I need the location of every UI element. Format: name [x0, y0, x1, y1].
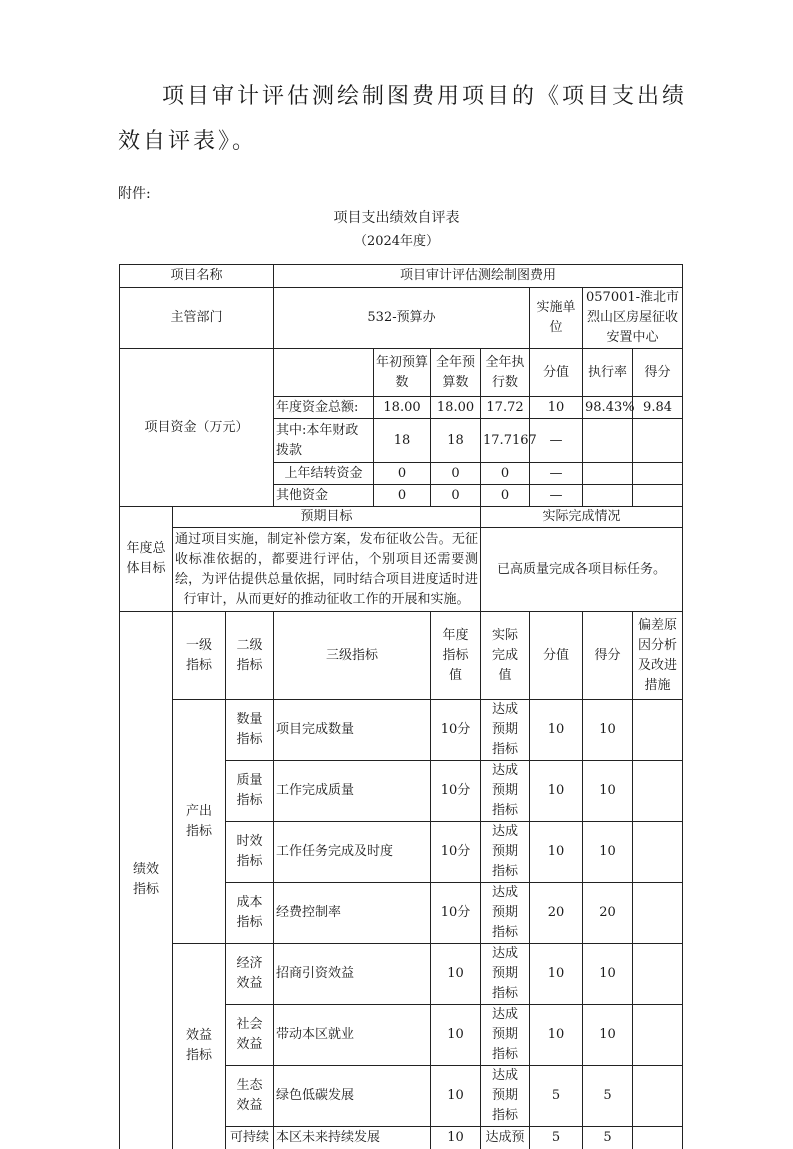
funds-header-rate: 执行率	[583, 349, 633, 397]
indicator-level3: 项目完成数量	[274, 700, 431, 761]
funds-header-blank	[274, 349, 374, 397]
indicator-deviation	[633, 944, 683, 1005]
indicators-header-level3: 三级指标	[274, 612, 431, 700]
indicator-level2: 质量指标	[226, 761, 274, 822]
indicator-level2: 经济效益	[226, 944, 274, 1005]
funds-header-executed: 全年执行数	[481, 349, 530, 397]
funds-executed: 17.7167	[481, 419, 530, 463]
indicator-level3: 本区未来持续发展	[274, 1127, 431, 1149]
indicator-level3: 经费控制率	[274, 883, 431, 944]
form-subtitle: （2024年度）	[353, 234, 440, 249]
indicator-row	[120, 944, 683, 1005]
indicator-level2: 可持续	[226, 1127, 274, 1149]
indicator-score: 5	[583, 1066, 633, 1127]
funds-row-label: 其他资金	[274, 485, 374, 507]
indicators-header-deviation: 偏差原因分析及改进措施	[633, 612, 683, 700]
indicator-level2: 社会效益	[226, 1005, 274, 1066]
indicator-score-value: 5	[530, 1127, 583, 1149]
indicator-level3: 带动本区就业	[274, 1005, 431, 1066]
funds-rate	[583, 485, 633, 507]
indicator-actual: 达成预期指标	[481, 822, 530, 883]
indicator-score-value: 10	[530, 761, 583, 822]
indicator-score: 10	[583, 761, 633, 822]
indicator-actual: 达成预期指标	[481, 1066, 530, 1127]
indicators-header-actual: 实际完成值	[481, 612, 530, 700]
indicator-target: 10分	[431, 822, 481, 883]
funds-score	[633, 419, 683, 463]
goals-label: 年度总体目标	[120, 507, 173, 612]
indicator-target: 10	[431, 1066, 481, 1127]
indicator-row	[120, 700, 683, 761]
goals-actual-text: 已高质量完成各项目标任务。	[481, 528, 683, 612]
indicator-level2: 数量指标	[226, 700, 274, 761]
funds-rate	[583, 419, 633, 463]
indicator-score-value: 5	[530, 1066, 583, 1127]
goals-expected-header: 预期目标	[173, 507, 481, 528]
funds-header-annual: 全年预算数	[431, 349, 481, 397]
funds-row-label: 上年结转资金	[274, 463, 374, 485]
indicator-score-value: 10	[530, 1005, 583, 1066]
funds-rate: 98.43%	[583, 397, 633, 419]
indicator-score: 10	[583, 822, 633, 883]
funds-rate	[583, 463, 633, 485]
attachment-label: 附件:	[118, 186, 151, 202]
indicator-score: 20	[583, 883, 633, 944]
indicator-target: 10	[431, 1005, 481, 1066]
indicator-actual: 达成预期指标	[481, 761, 530, 822]
indicators-header-score: 得分	[583, 612, 633, 700]
indicator-level2: 生态效益	[226, 1066, 274, 1127]
funds-annual: 18.00	[431, 397, 481, 419]
dept-label: 主管部门	[120, 288, 274, 349]
indicators-header-level2: 二级指标	[226, 612, 274, 700]
project-name-value: 项目审计评估测绘制图费用	[274, 265, 683, 288]
indicator-deviation	[633, 822, 683, 883]
funds-row-label: 其中:本年财政拨款	[274, 419, 374, 463]
project-name-label: 项目名称	[120, 265, 274, 288]
funds-score-value: —	[530, 485, 583, 507]
indicator-level2: 成本指标	[226, 883, 274, 944]
output-indicator-label: 产出指标	[173, 700, 226, 944]
indicator-target: 10分	[431, 700, 481, 761]
goals-expected-text: 通过项目实施，制定补偿方案，发布征收公告。无征收标准依据的，都要进行评估，个别项目还需要测绘，为评估提供总量依据，同时结合项目进度适时进行审计，从而更好的推动征收工作的开展和实施。	[173, 528, 481, 612]
funds-executed: 0	[481, 485, 530, 507]
self-evaluation-table	[119, 264, 683, 1149]
impl-value: 057001-淮北市烈山区房屋征收安置中心	[583, 288, 683, 349]
funds-annual: 0	[431, 485, 481, 507]
indicator-score-value: 20	[530, 883, 583, 944]
funds-initial: 18	[374, 419, 431, 463]
indicator-deviation	[633, 1066, 683, 1127]
indicators-header-score-value: 分值	[530, 612, 583, 700]
indicator-level3: 工作任务完成及时度	[274, 822, 431, 883]
funds-score-value: 10	[530, 397, 583, 419]
indicator-deviation	[633, 761, 683, 822]
funds-score: 9.84	[633, 397, 683, 419]
funds-score	[633, 463, 683, 485]
indicator-actual: 达成预期指标	[481, 700, 530, 761]
indicator-score: 10	[583, 700, 633, 761]
dept-value: 532-预算办	[274, 288, 530, 349]
indicator-score-value: 10	[530, 822, 583, 883]
indicator-deviation	[633, 700, 683, 761]
indicator-deviation	[633, 1005, 683, 1066]
indicator-score: 5	[583, 1127, 633, 1149]
indicator-score: 10	[583, 944, 633, 1005]
indicator-level2: 时效指标	[226, 822, 274, 883]
indicator-level3: 绿色低碳发展	[274, 1066, 431, 1127]
indicator-score-value: 10	[530, 944, 583, 1005]
indicator-target: 10分	[431, 761, 481, 822]
indicator-deviation	[633, 1127, 683, 1149]
goals-actual-header: 实际完成情况	[481, 507, 683, 528]
funds-executed: 17.72	[481, 397, 530, 419]
indicator-score-value: 10	[530, 700, 583, 761]
indicator-deviation	[633, 883, 683, 944]
funds-initial: 0	[374, 463, 431, 485]
funds-score-value: —	[530, 463, 583, 485]
benefit-indicator-label: 效益指标	[173, 944, 226, 1149]
indicators-header-target: 年度指标值	[431, 612, 481, 700]
funds-executed: 0	[481, 463, 530, 485]
funds-row-label: 年度资金总额:	[274, 397, 374, 419]
funds-score-value: —	[530, 419, 583, 463]
funds-initial: 18.00	[374, 397, 431, 419]
funds-header-initial: 年初预算数	[374, 349, 431, 397]
form-title: 项目支出绩效自评表	[333, 210, 460, 226]
indicator-actual: 达成预期指标	[481, 1005, 530, 1066]
funds-header-score-value: 分值	[530, 349, 583, 397]
indicator-actual: 达成预	[481, 1127, 530, 1149]
indicator-actual: 达成预期指标	[481, 944, 530, 1005]
indicator-level3: 工作完成质量	[274, 761, 431, 822]
funds-score	[633, 485, 683, 507]
indicator-actual: 达成预期指标	[481, 883, 530, 944]
indicator-score: 10	[583, 1005, 633, 1066]
funds-annual: 18	[431, 419, 481, 463]
impl-label: 实施单位	[530, 288, 583, 349]
intro-paragraph: 项目审计评估测绘制图费用项目的《项目支出绩效自评表》。	[118, 84, 688, 154]
funds-header-score: 得分	[633, 349, 683, 397]
indicator-target: 10分	[431, 883, 481, 944]
indicators-label: 绩效指标	[120, 612, 173, 1149]
funds-label: 项目资金（万元）	[120, 349, 274, 507]
indicator-target: 10	[431, 1127, 481, 1149]
indicators-header-level1: 一级指标	[173, 612, 226, 700]
indicator-target: 10	[431, 944, 481, 1005]
indicator-level3: 招商引资效益	[274, 944, 431, 1005]
funds-annual: 0	[431, 463, 481, 485]
funds-initial: 0	[374, 485, 431, 507]
